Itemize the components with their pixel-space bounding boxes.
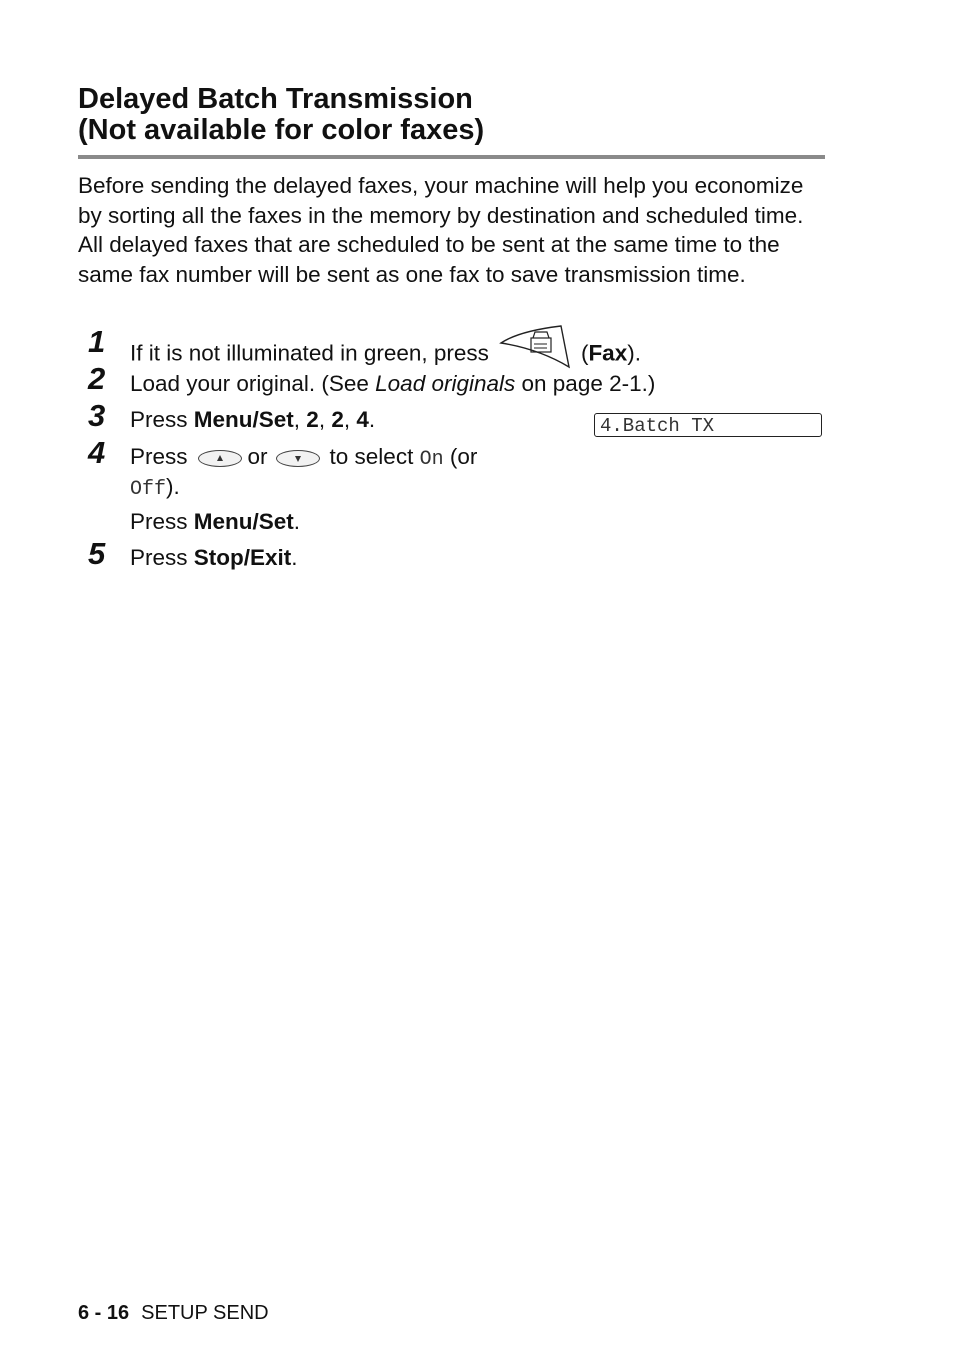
step-4-text: Press or to select On (or xyxy=(130,444,478,471)
title-divider xyxy=(78,155,825,159)
step-5-text: Press Stop/Exit. xyxy=(130,545,298,570)
title-line-1: Delayed Batch Transmission xyxy=(78,83,473,115)
step-number-1: 1 xyxy=(88,324,106,359)
fax-icon xyxy=(499,323,573,376)
step-3-text: Press Menu/Set, 2, 2, 4. xyxy=(130,407,376,432)
step-1-text: If it is not illuminated in green, press (Fax). xyxy=(130,333,641,376)
step-2-text: Load your original. (See Load originals on page 2-1.) xyxy=(130,371,656,396)
page-footer xyxy=(78,1300,269,1326)
page-title xyxy=(78,84,838,146)
page-number: 6 - 16 xyxy=(78,1302,130,1324)
step-4-text-cont: Off). xyxy=(130,474,180,501)
title-line-2: (Not available for color faxes) xyxy=(78,114,485,146)
up-arrow-icon xyxy=(198,450,242,467)
down-arrow-icon xyxy=(276,450,320,467)
section-name: SETUP SEND xyxy=(141,1302,269,1324)
step-4-press: Press Menu/Set. xyxy=(130,509,301,534)
intro-paragraph: Before sending the delayed faxes, your machine will help you economize by sorting all the faxes in the memory by destination and scheduled time. All delayed faxes that are scheduled to be sent at the same time to the same fax number will be sent as one fax to save transmission time. xyxy=(78,173,804,287)
lcd-display: 4.Batch TX xyxy=(594,413,822,437)
step-number-5: 5 xyxy=(88,536,106,571)
step-number-4: 4 xyxy=(88,435,106,470)
step-number-3: 3 xyxy=(88,398,106,433)
step-number-2: 2 xyxy=(88,361,106,396)
fax-key-label: Fax xyxy=(588,340,628,366)
